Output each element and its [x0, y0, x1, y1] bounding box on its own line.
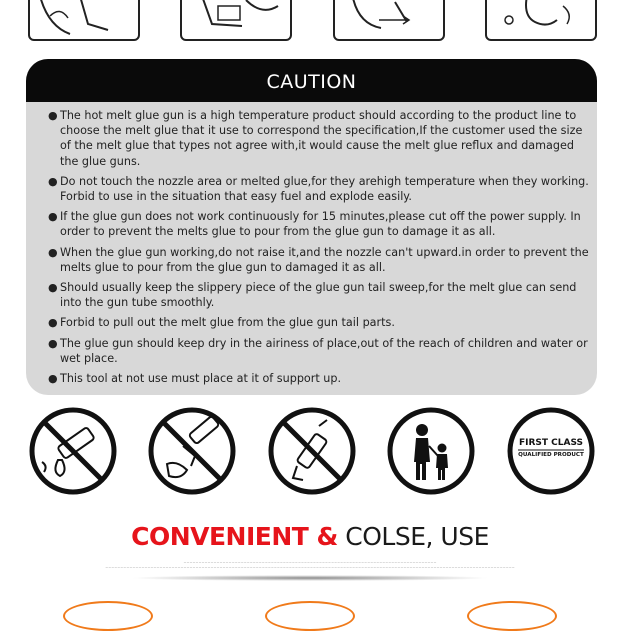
no-touch-nozzle-icon	[147, 406, 237, 496]
caution-item: ● Forbid to pull out the melt glue from the glue gun tail parts.	[48, 316, 395, 330]
orange-circle-1	[63, 601, 153, 631]
caution-item: ● The glue gun should keep dry in the airiness of place,out of the reach of children and water or wet place.	[48, 336, 588, 365]
usage-step-3-image	[333, 0, 445, 41]
bullet-icon: ●	[48, 174, 58, 188]
warning-icons-row	[0, 406, 620, 500]
decorative-fine-print-2: ~~~~~~~~~~~~~~~~~~~~~~~~~~~~~~~~~~~~~~~~~~~~~~~~~~~~~~~~~~~~~~~~~~~~~~~~~~~~~~~~~~~~~~~~~~~~~~~~~~~~~~~~~~~~~~~~~~~~~~~~~~~~~~~~~~~~~~~~	[105, 566, 515, 570]
convenient-heading	[0, 522, 620, 551]
no-water-icon	[28, 406, 118, 496]
caution-item: ● When the glue gun working,do not raise it,and the nozzle can't upward.in order to prevent the melts glue to pour from the glue gun to damaged it as all.	[48, 245, 589, 274]
convenient-red-text: CONVENIENT &	[131, 522, 338, 551]
badge-line-1: FIRST CLASS	[518, 438, 584, 448]
no-upward-icon	[267, 406, 357, 496]
usage-step-1-image	[28, 0, 140, 41]
divider-shadow	[130, 575, 490, 581]
caution-item: ● Should usually keep the slippery piece of the glue gun tail sweep,for the melt glue can send into the gun tube smoothly.	[48, 281, 577, 310]
orange-circle-3	[467, 601, 557, 631]
bullet-icon: ●	[48, 109, 58, 122]
bullet-icon: ●	[48, 281, 58, 295]
decorative-fine-print-1: ~~~~~~~~~~~~~~~~~~~~~~~~~~~~~~~~~~~~~~~~~~~~~~~~~~~~~~~~~~~~~~~~~~~~~~~~~~~~~~~~~~~~	[183, 561, 437, 565]
caution-panel	[26, 59, 597, 395]
bullet-icon: ●	[48, 245, 58, 259]
bullet-icon: ●	[48, 210, 58, 224]
caution-item: ● If the glue gun does not work continuously for 15 minutes,please cut off the power supply. In order to prevent the melts glue to pour from the glue gun to damage it as all.	[48, 210, 581, 239]
caution-item: ● This tool at not use must place at it of support up.	[48, 372, 342, 386]
keep-from-children-icon	[386, 406, 476, 496]
badge-line-2: QUALIFIED PRODUCT	[518, 452, 584, 458]
usage-step-2-image	[180, 0, 292, 41]
convenient-black-text: COLSE, USE	[337, 522, 489, 551]
caution-title: CAUTION	[26, 59, 597, 102]
usage-step-4-image	[485, 0, 597, 41]
caution-list	[26, 102, 597, 386]
bullet-icon: ●	[48, 372, 58, 386]
bullet-icon: ●	[48, 336, 58, 350]
first-class-badge-icon	[506, 406, 596, 496]
top-illustrations	[0, 0, 620, 44]
orange-circle-2	[265, 601, 355, 631]
bullet-icon: ●	[48, 316, 58, 330]
caution-item: ● Do not touch the nozzle area or melted glue,for they arehigh temperature when they working. Forbid to use in the situation that easy fuel and explode easily.	[48, 174, 589, 204]
caution-item: ● The hot melt glue gun is a high temperature product should according to the product line to choose the melt glue that it use to correspond the specification,If the customer used the size of the melt glue that types not agree with,it would cause the melt glue reflux and damaged the glue guns.	[48, 109, 583, 168]
